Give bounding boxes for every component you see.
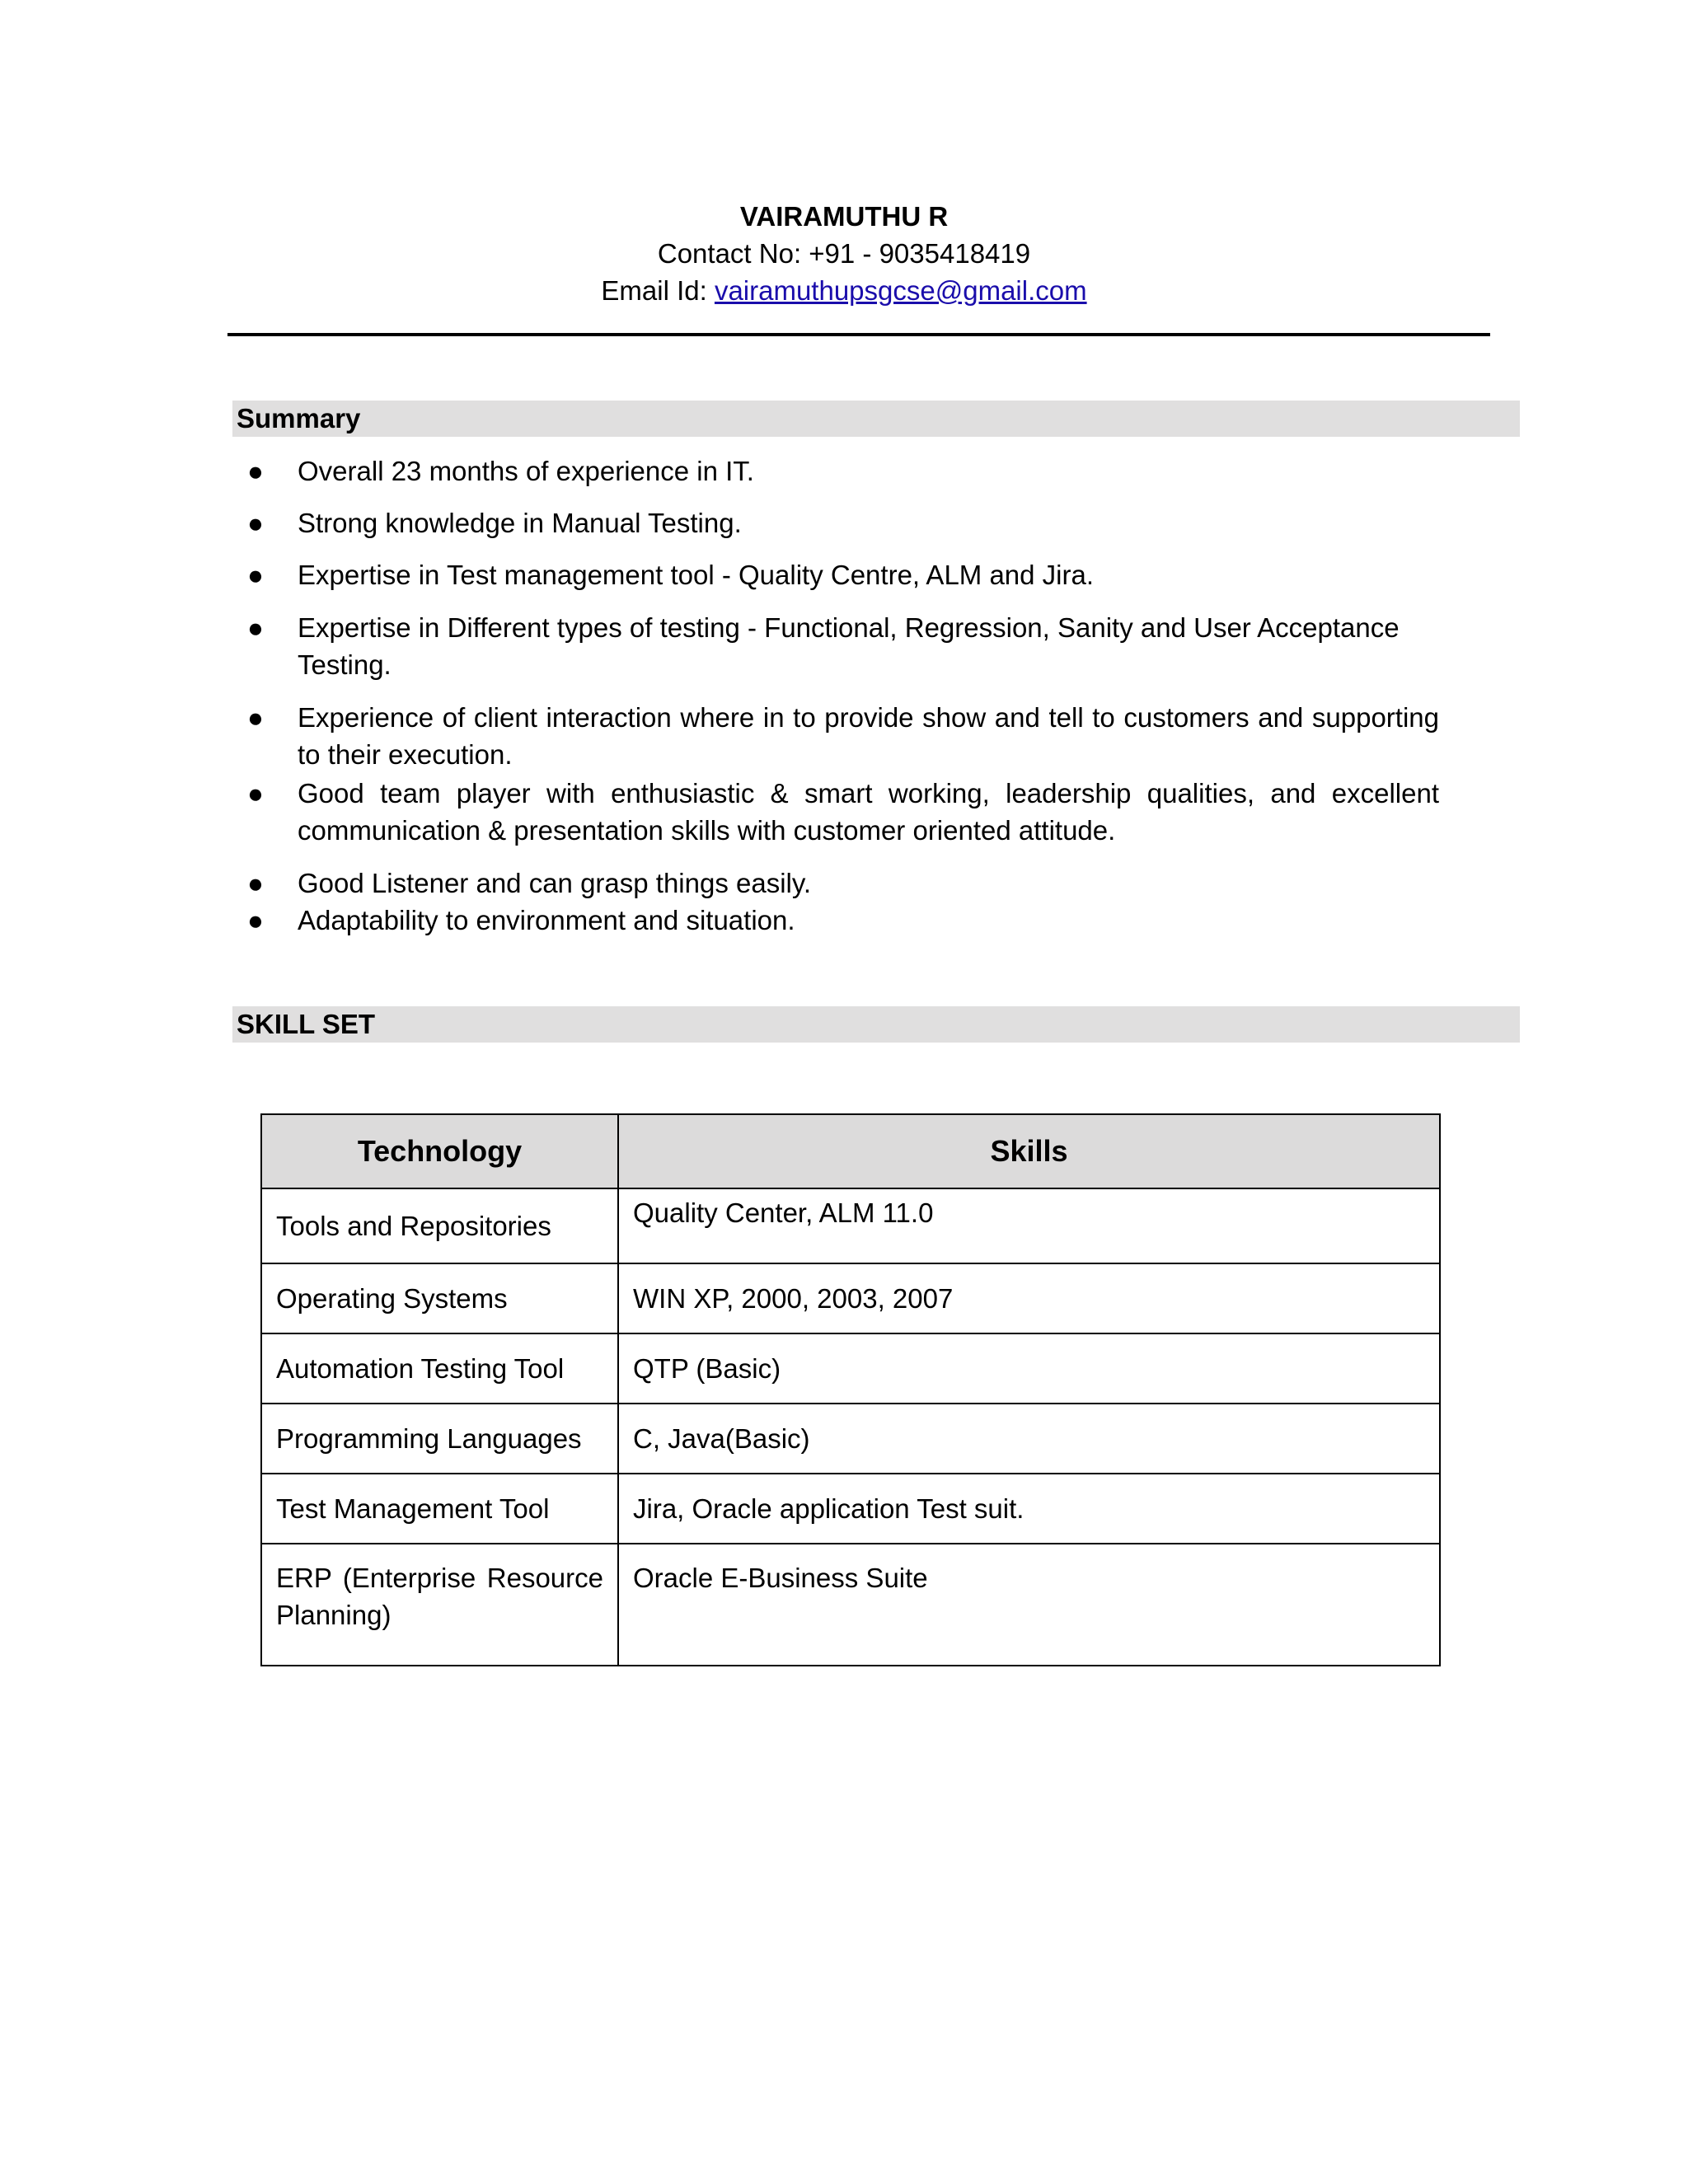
column-header-skills: Skills bbox=[618, 1114, 1440, 1188]
bullet-icon: ● bbox=[247, 702, 264, 733]
summary-item-text: Adaptability to environment and situation. bbox=[298, 905, 795, 935]
summary-item bbox=[247, 504, 1439, 541]
technology-cell: Automation Testing Tool bbox=[261, 1333, 618, 1404]
summary-item-text: Expertise in Test management tool - Quality Centre, ALM and Jira. bbox=[298, 560, 1095, 590]
bullet-icon: ● bbox=[247, 560, 264, 590]
table-row bbox=[261, 1263, 1440, 1333]
skills-cell: Jira, Oracle application Test suit. bbox=[618, 1474, 1440, 1544]
summary-item bbox=[247, 902, 1439, 939]
summary-item-text: Experience of client interaction where in to provide show and tell to customers and supporting to their execution. bbox=[298, 702, 1439, 770]
summary-item-text: Good Listener and can grasp things easily. bbox=[298, 868, 812, 898]
bullet-icon: ● bbox=[247, 905, 264, 935]
summary-item-text: Overall 23 months of experience in IT. bbox=[298, 456, 754, 486]
bullet-icon: ● bbox=[247, 456, 264, 486]
skills-cell: Quality Center, ALM 11.0 bbox=[618, 1188, 1440, 1263]
technology-cell: Operating Systems bbox=[261, 1263, 618, 1333]
skills-table bbox=[260, 1113, 1441, 1666]
table-row bbox=[261, 1333, 1440, 1404]
header-divider bbox=[227, 333, 1490, 336]
table-row bbox=[261, 1474, 1440, 1544]
bullet-icon: ● bbox=[247, 778, 264, 808]
skills-cell: WIN XP, 2000, 2003, 2007 bbox=[618, 1263, 1440, 1333]
summary-item bbox=[247, 452, 1439, 490]
table-row bbox=[261, 1544, 1440, 1666]
email-line bbox=[0, 272, 1688, 309]
email-link[interactable]: vairamuthupsgcse@gmail.com bbox=[714, 275, 1087, 306]
summary-item bbox=[247, 609, 1439, 683]
contact-number: Contact No: +91 - 9035418419 bbox=[657, 238, 1031, 269]
summary-item bbox=[247, 775, 1439, 849]
summary-heading: Summary bbox=[232, 401, 1520, 437]
email-label: Email Id: bbox=[601, 275, 715, 306]
bullet-icon: ● bbox=[247, 868, 264, 898]
table-row bbox=[261, 1188, 1440, 1263]
candidate-name: VAIRAMUTHU R bbox=[739, 201, 949, 232]
technology-cell: Test Management Tool bbox=[261, 1474, 618, 1544]
skills-cell: C, Java(Basic) bbox=[618, 1404, 1440, 1474]
bullet-icon: ● bbox=[247, 508, 264, 538]
summary-item-text: Strong knowledge in Manual Testing. bbox=[298, 508, 742, 538]
summary-item bbox=[247, 865, 1439, 902]
summary-item bbox=[247, 556, 1439, 593]
summary-item-text: Good team player with enthusiastic & smart working, leadership qualities, and excellent communication & presentation skills with customer oriented attitude. bbox=[298, 778, 1439, 846]
skill-set-heading: SKILL SET bbox=[232, 1006, 1520, 1043]
technology-cell: Tools and Repositories bbox=[261, 1188, 618, 1263]
technology-cell: ERP (Enterprise Resource Planning) bbox=[261, 1544, 618, 1666]
skills-cell: QTP (Basic) bbox=[618, 1333, 1440, 1404]
technology-cell: Programming Languages bbox=[261, 1404, 618, 1474]
skills-cell: Oracle E-Business Suite bbox=[618, 1544, 1440, 1666]
table-header-row bbox=[261, 1114, 1440, 1188]
bullet-icon: ● bbox=[247, 612, 264, 643]
summary-item-text: Expertise in Different types of testing - Functional, Regression, Sanity and User Acceptance Testing. bbox=[298, 612, 1400, 680]
summary-item bbox=[247, 699, 1439, 773]
table-row bbox=[261, 1404, 1440, 1474]
column-header-technology: Technology bbox=[261, 1114, 618, 1188]
